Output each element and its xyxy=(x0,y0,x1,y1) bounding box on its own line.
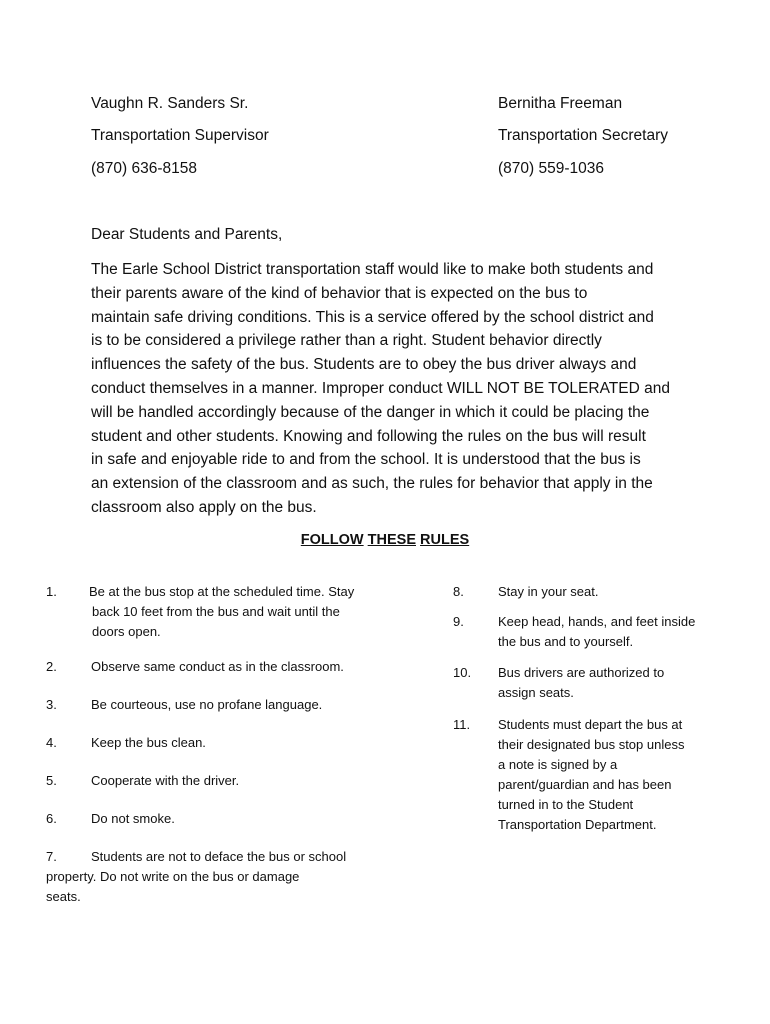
greeting: Dear Students and Parents, xyxy=(91,226,283,243)
rule-number: 10. xyxy=(453,665,472,680)
rule-number: 7. xyxy=(46,849,57,864)
rule-line: Students must depart the bus at xyxy=(498,717,683,732)
rule-line: Stay in your seat. xyxy=(498,584,599,599)
rule-text xyxy=(498,715,684,835)
rule-line: the bus and to yourself. xyxy=(498,634,634,649)
body-line: maintain safe driving conditions. This is a service offered by the school district and xyxy=(91,308,654,326)
rule-text xyxy=(91,809,175,829)
body-line: student and other students. Knowing and following the rules on the bus will result xyxy=(91,427,646,445)
rule-text xyxy=(91,695,322,715)
rule-number: 3. xyxy=(46,697,57,712)
secretary-phone: (870) 559-1036 xyxy=(498,160,604,177)
body-line: will be handled accordingly because of the danger in which it could be placing the xyxy=(91,403,650,421)
rule-line: Observe same conduct as in the classroom. xyxy=(91,659,344,674)
rule-line: Be at the bus stop at the scheduled time. Stay xyxy=(89,584,355,599)
rule-line: a note is signed by a xyxy=(498,757,618,772)
rule-number: 6. xyxy=(46,811,57,826)
supervisor-title: Transportation Supervisor xyxy=(91,127,269,144)
rules-heading xyxy=(0,532,770,548)
body-line: an extension of the classroom and as such, the rules for behavior that apply in the xyxy=(91,475,653,493)
heading-word: FOLLOW xyxy=(300,532,364,548)
rule-line: Bus drivers are authorized to xyxy=(498,665,665,680)
rule-line: Do not smoke. xyxy=(91,811,175,826)
rule-line: seats. xyxy=(46,889,81,904)
secretary-name: Bernitha Freeman xyxy=(498,95,623,112)
rule-line: assign seats. xyxy=(498,685,574,700)
body-line: The Earle School District transportation staff would like to make both students and xyxy=(91,261,654,278)
body-line: their parents aware of the kind of behavior that is expected on the bus to xyxy=(91,284,588,302)
rule-number: 5. xyxy=(46,773,57,788)
rule-text xyxy=(89,582,354,642)
rule-text xyxy=(46,847,346,907)
body-line: in safe and enjoyable ride to and from the school. It is understood that the bus is xyxy=(91,451,641,469)
rule-line: property. Do not write on the bus or damage xyxy=(46,869,300,884)
rule-number: 8. xyxy=(453,584,464,599)
rule-line: Be courteous, use no profane language. xyxy=(91,697,323,712)
heading-word: THESE xyxy=(367,532,416,548)
rule-line: turned in to the Student xyxy=(498,797,634,812)
supervisor-phone: (870) 636-8158 xyxy=(91,160,197,177)
heading-word: RULES xyxy=(420,532,470,548)
rule-number: 1. xyxy=(46,584,57,599)
rule-text xyxy=(498,612,695,652)
rule-line: Students are not to deface the bus or school xyxy=(91,849,347,864)
rule-number: 9. xyxy=(453,614,464,629)
supervisor-name: Vaughn R. Sanders Sr. xyxy=(91,95,249,112)
body-line: influences the safety of the bus. Students are to obey the bus driver always and xyxy=(91,356,637,374)
rule-text xyxy=(91,733,206,753)
body-line: conduct themselves in a manner. Improper conduct WILL NOT BE TOLERATED and xyxy=(91,379,670,397)
rule-line: doors open. xyxy=(92,624,161,639)
secretary-title: Transportation Secretary xyxy=(498,127,669,144)
body-line: is to be considered a privilege rather than a right. Student behavior directly xyxy=(91,332,602,350)
rule-text xyxy=(498,582,598,602)
rule-number: 4. xyxy=(46,735,57,750)
letter-body xyxy=(91,258,691,520)
rule-number: 2. xyxy=(46,659,57,674)
rule-text xyxy=(91,657,344,677)
rule-text xyxy=(498,663,664,703)
body-line: classroom also apply on the bus. xyxy=(91,498,317,516)
rule-line: Keep the bus clean. xyxy=(91,735,206,750)
rule-line: parent/guardian and has been xyxy=(498,777,672,792)
rule-line: back 10 feet from the bus and wait until the xyxy=(92,604,340,619)
rule-line: Transportation Department. xyxy=(498,817,657,832)
rule-text xyxy=(91,771,239,791)
rule-line: their designated bus stop unless xyxy=(498,737,685,752)
rule-number: 11. xyxy=(453,717,471,732)
rule-line: Cooperate with the driver. xyxy=(91,773,240,788)
rule-line: Keep head, hands, and feet inside xyxy=(498,614,696,629)
